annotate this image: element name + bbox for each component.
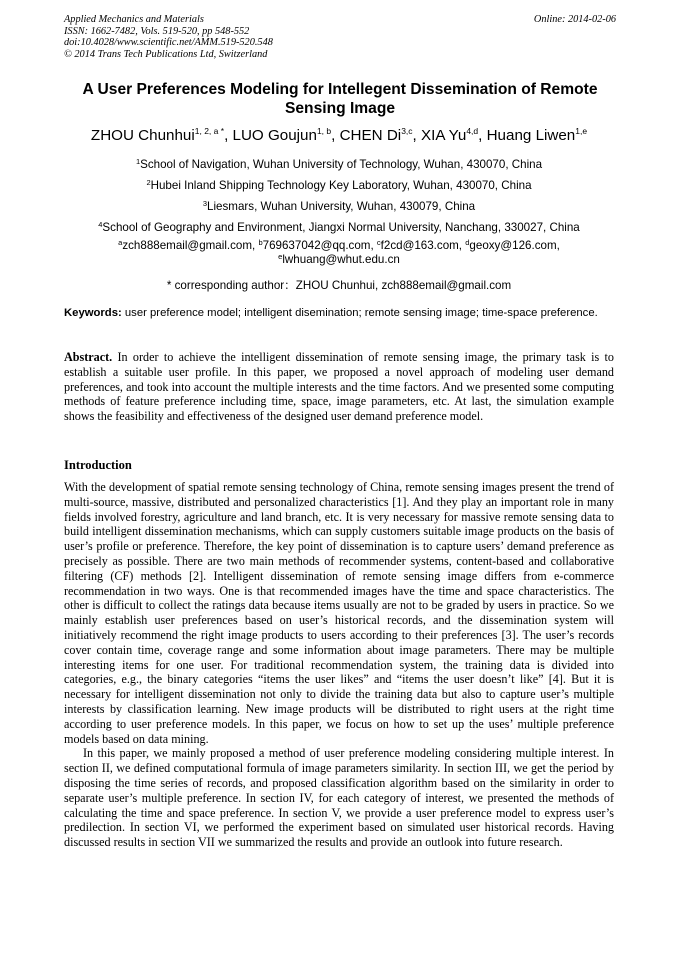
paragraph: With the development of spatial remote sensing technology of China, remote sensing images present the trend of multi-source, massive, distributed and personalized characteristics [1]. And they play an important role in many fields involved forestry, agriculture and land branch, etc. It is very necessary for massive remote sensing data to build intelligent dissemination mechanisms, which can supply customers suitable image products on the basis of user’s profile or preference. Therefore, the key point of dissemination is to capture users’ demand preference as precisely as possible. There are two main methods of recommender systems, content-based and collaborative filtering (CF) methods [2]. Intelligent dissemination of remote sensing image differs from e-commerce recommendation in two ways. One is that recommended images have the time and space characteristics. The other is difficult to collect the ratings data because items usually are not to be graded by users in practice. So we mainly establish user preferences based on user’s historical records, and the dissemination system will initiatively recommend the right image products to users according to their preferences [3]. The user’s records cover contain time, coverage range and some information about image parameters. There may be multiple interesting items for one user. For traditional recommendation system, the training data is divided into categories, e.g., the binary categories “items the user likes” and “items the user doesn’t like” [4]. But it is necessary for intelligent dissemination not only to divide the training data but also to capture user’s multiple interests by classification learning. New image products will be distributed to right users at the right time according to user preference models. In this paper, we focus on how to set up the uses’ multiple preference models based on data mining. <box>64 480 614 746</box>
author-name: CHEN Di <box>339 127 402 144</box>
affiliation-sup: 4 <box>98 220 103 229</box>
affiliation-text: Hubei Inland Shipping Technology Key Laboratory, Wuhan, 430070, China <box>150 179 532 192</box>
author <box>421 127 487 144</box>
keywords-label: Keywords: <box>64 307 122 319</box>
email-sup: b <box>258 238 263 247</box>
email-sup: a <box>118 238 123 247</box>
section-heading-introduction: Introduction <box>64 458 132 472</box>
author <box>91 127 233 144</box>
email-line <box>40 253 638 267</box>
email-line <box>40 239 638 253</box>
author-name: Huang Liwen <box>486 127 576 144</box>
affiliation-list <box>40 155 638 267</box>
author-separator: , <box>478 127 487 144</box>
affiliation <box>40 176 638 197</box>
email-link[interactable]: lwhuang@whut.edu.cn <box>282 253 400 266</box>
paper-title: A User Preferences Modeling for Intellegent Dissemination of Remote Sensing Image <box>82 81 598 117</box>
affiliation-text: School of Geography and Environment, Jiangxi Normal University, Nanchang, 330027, China <box>102 221 580 234</box>
affiliation-sup: 3 <box>202 199 208 208</box>
author-list <box>40 127 638 145</box>
affiliation-sup: 2 <box>146 178 151 187</box>
email-sup: c <box>376 238 381 247</box>
abstract <box>64 350 614 424</box>
author-sup: 1, 2, a * <box>194 126 225 136</box>
paragraph: In this paper, we mainly proposed a method of user preference modeling considering multiple interest. In section II, we defined computational formula of image parameters similarity. In section III, we get the period by disposing the time series of records, and proposed classification algorithm based on the similarity in order to separate user’s multiple preference. In section IV, for each category of interest, we presented the methods of calculating the time and space preference. In section V, we provide a user preference model to express user’s predilection. In section VI, we performed the experiment based on simulated user historical records. Having discussed results in section VII we summarized the results and provide an outlook into future research. <box>64 746 614 850</box>
abstract-label: Abstract. <box>64 350 113 364</box>
affiliation <box>40 155 638 176</box>
email-sup: e <box>278 252 283 261</box>
affiliation-sup: 1 <box>135 157 141 166</box>
email-link[interactable]: 769637042@qq.com, <box>262 239 377 252</box>
doi-line: doi:10.4028/www.scientific.net/AMM.519-520.548 <box>64 37 273 48</box>
corresponding-author: * corresponding author：ZHOU Chunhui, zch888email@gmail.com <box>166 279 512 292</box>
abstract-text: In order to achieve the intelligent dissemination of remote sensing image, the primary task is to establish a suitable user profile. In this paper, we proposed a novel approach of modeling user demand preferences, and took into account the multiple interests and the time factors. And we presented some computing methods of feature preference including time, space, image parameters, etc. At last, the simulation example shows the feasibility and effectiveness of the designed user demand preference model. <box>64 350 614 424</box>
keywords <box>64 306 614 321</box>
copyright-line: © 2014 Trans Tech Publications Ltd, Switzerland <box>64 48 268 60</box>
online-date: Online: 2014-02-06 <box>533 14 616 25</box>
journal-name: Applied Mechanics and Materials <box>64 14 204 25</box>
author-name: LUO Goujun <box>232 127 317 144</box>
author-sup: 1,e <box>575 126 588 136</box>
author-sup: 3,c <box>401 126 413 136</box>
affiliation <box>40 218 638 239</box>
author-name: ZHOU Chunhui <box>90 127 195 144</box>
email-link[interactable]: geoxy@126.com, <box>469 239 560 252</box>
affiliation <box>40 197 638 218</box>
author-sup: 1, b <box>316 126 332 136</box>
author-separator: , <box>331 127 340 144</box>
author-sup: 4,d <box>466 126 479 136</box>
author-separator: , <box>412 127 421 144</box>
email-link[interactable]: f2cd@163.com, <box>380 239 466 252</box>
affiliation-text: Liesmars, Wuhan University, Wuhan, 430079, China <box>207 200 476 213</box>
journal-header <box>64 14 616 60</box>
email-link[interactable]: zch888email@gmail.com, <box>122 239 259 252</box>
author <box>233 127 340 144</box>
email-sup: d <box>465 238 470 247</box>
author <box>487 127 587 144</box>
introduction-body <box>64 480 614 850</box>
keywords-text: user preference model; intelligent disemination; remote sensing image; time-space preference. <box>121 307 598 319</box>
issn-line: ISSN: 1662-7482, Vols. 519-520, pp 548-552 <box>64 25 250 37</box>
affiliation-text: School of Navigation, Wuhan University of Technology, Wuhan, 430070, China <box>140 158 543 171</box>
author-name: XIA Yu <box>420 127 467 144</box>
author-separator: , <box>224 127 233 144</box>
author <box>340 127 421 144</box>
